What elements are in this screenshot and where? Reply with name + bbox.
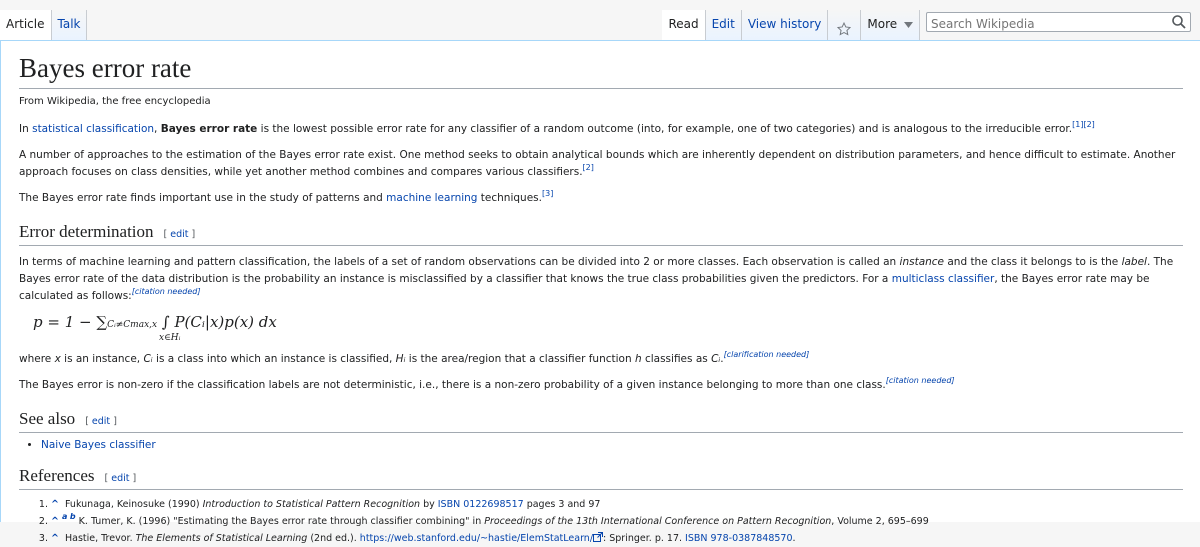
search-box (926, 12, 1191, 32)
text: is an instance, (60, 352, 144, 365)
tab-talk[interactable]: Talk (52, 10, 88, 40)
text: . (720, 352, 724, 365)
term-label: label (1121, 255, 1147, 268)
intro-paragraph-2 (19, 147, 1179, 181)
content-area (0, 40, 1200, 545)
backlink-caret[interactable]: ^ (51, 499, 59, 511)
formula-sum-subscript: Cᵢ≠Cmax,x (107, 319, 158, 330)
namespace-tabs (0, 10, 87, 40)
citation-needed[interactable]: [citation needed] (885, 375, 955, 385)
more-menu[interactable] (861, 10, 920, 40)
watch-star-icon[interactable] (828, 10, 861, 40)
bold-term: Bayes error rate (160, 122, 258, 135)
text: , (154, 122, 161, 135)
text: . The Bayes error rate of the data distribution is the probability an instance is misclassified by a classifier that knows the true class probabilities given the predictors. For a (19, 255, 1174, 285)
page-title: Bayes error rate (19, 41, 1183, 89)
view-tabs (662, 10, 920, 40)
backlink-caret[interactable]: ^ (51, 533, 59, 545)
formula-integral: ∫ P(Cᵢ|x)p(x) dx (157, 312, 277, 331)
citation-2[interactable]: [2] (1083, 119, 1095, 129)
text: The Bayes error rate finds important use in the study of patterns and (19, 191, 387, 204)
clarification-needed[interactable]: [clarification needed] (723, 349, 810, 359)
citation-2[interactable]: [2] (582, 162, 594, 172)
heading-text: Error determination (19, 221, 154, 241)
formula-lhs: p = 1 − ∑ (33, 312, 108, 331)
list-item (41, 439, 1200, 451)
bayes-error-formula (33, 311, 353, 347)
text: pages 3 and 97 (523, 499, 601, 511)
see-also-list (19, 439, 1200, 451)
heading-references (19, 451, 1183, 490)
term-instance: instance (899, 255, 945, 268)
edit-link[interactable]: edit (111, 472, 130, 484)
citation-3[interactable]: [3] (541, 188, 554, 198)
var-ci: Cᵢ (143, 352, 153, 365)
edit-link[interactable]: edit (91, 415, 111, 427)
isbn-link[interactable]: ISBN 0122698517 (437, 499, 524, 511)
text: is the area/region that a classifier function (405, 352, 635, 365)
text: : Springer. p. 17. (603, 533, 686, 545)
tab-read[interactable]: Read (662, 10, 705, 40)
isbn-link[interactable]: ISBN 978-0387848570 (685, 533, 793, 545)
text: A number of approaches to the estimation of the Bayes error rate exist. One method seeks to obtain analytical bounds which are inherently dependent on distribution parameters, and hence difficult to estimate. Another approach focuses on class densities, while yet another method combines and compares various classifiers. (19, 148, 1176, 178)
heading-see-also (19, 394, 1183, 433)
text: and the class it belongs to is the (944, 255, 1122, 268)
heading-text: References (19, 465, 95, 485)
tagline: From Wikipedia, the free encyclopedia (19, 95, 211, 107)
tab-edit[interactable]: Edit (706, 10, 742, 40)
text: is the lowest possible error rate for any classifier of a random outcome (into, for example, one of two categories) and is analogous to the irreducible error. (257, 122, 1073, 135)
var-x: x (54, 352, 61, 365)
citation-1[interactable]: [1] (1072, 119, 1084, 129)
text: classifies as (641, 352, 712, 365)
edit-section: [ edit ] (163, 228, 196, 240)
text: by (420, 499, 438, 511)
ref-title: Proceedings of the 13th International Conference on Pattern Recognition (484, 516, 832, 528)
reference-item (51, 496, 1200, 513)
external-link-icon (593, 532, 603, 542)
ref-title: The Elements of Statistical Learning (135, 533, 308, 545)
tab-article[interactable]: Article (0, 10, 52, 40)
text: , the Bayes error rate may be calculated as follows: (19, 272, 1150, 302)
search-icon[interactable] (1171, 14, 1187, 30)
top-bar (0, 0, 1200, 40)
tab-view-history[interactable]: View history (742, 10, 829, 40)
external-url-link[interactable]: https://web.stanford.edu/~hastie/ElemStatLearn/ (359, 533, 594, 545)
backlink-b[interactable]: b (69, 512, 76, 522)
more-label: More (867, 17, 898, 31)
text: , Volume 2, 695–699 (831, 516, 929, 528)
intro-paragraph-3 (19, 190, 1179, 207)
chevron-down-icon (904, 22, 913, 28)
var-ci: Cᵢ (711, 352, 721, 365)
text: In terms of machine learning and pattern classification, the labels of a set of random observations can be divided into 2 or more classes. Each observation is called an (19, 255, 900, 268)
text: The Bayes error is non-zero if the classification labels are not deterministic, i.e., there is a non-zero probability of a given instance belonging to more than one class. (19, 378, 886, 391)
heading-text: See also (19, 408, 76, 428)
error-paragraph-2 (19, 351, 1179, 368)
backlink-caret: ^ (51, 516, 59, 528)
reference-item (51, 530, 1200, 547)
link-naive-bayes-classifier[interactable]: Naive Bayes classifier (41, 438, 156, 451)
text: Hastie, Trevor. (61, 533, 136, 545)
search-input[interactable] (927, 15, 1171, 33)
link-multiclass-classifier[interactable]: multiclass classifier (891, 272, 995, 285)
citation-needed[interactable]: [citation needed] (131, 286, 201, 296)
text: (2nd ed.). (307, 533, 360, 545)
text: . (792, 533, 796, 545)
intro-paragraph-1 (19, 121, 1179, 138)
edit-section: [ edit ] (104, 472, 137, 484)
ref-title: Introduction to Statistical Pattern Recognition (202, 499, 421, 511)
backlink-a[interactable]: a (61, 512, 68, 522)
text: is a class into which an instance is classified, (152, 352, 396, 365)
text: In (19, 122, 33, 135)
text: techniques. (477, 191, 542, 204)
error-paragraph-1 (19, 254, 1179, 305)
formula-integral-domain: x∈Hᵢ (159, 332, 181, 343)
heading-error-determination (19, 207, 1183, 246)
text: K. Tumer, K. (1996) "Estimating the Bayes error rate through classifier combining" in (75, 516, 485, 528)
text: where (19, 352, 55, 365)
edit-link[interactable]: edit (170, 228, 189, 240)
link-machine-learning[interactable]: machine learning (386, 191, 478, 204)
edit-section: [ edit ] (85, 415, 117, 427)
text: Fukunaga, Keinosuke (1990) (61, 499, 203, 511)
error-paragraph-3 (19, 377, 1179, 394)
var-hi: Hᵢ (395, 352, 406, 365)
var-h: h (634, 352, 642, 365)
link-statistical-classification[interactable]: statistical classification (32, 122, 155, 135)
